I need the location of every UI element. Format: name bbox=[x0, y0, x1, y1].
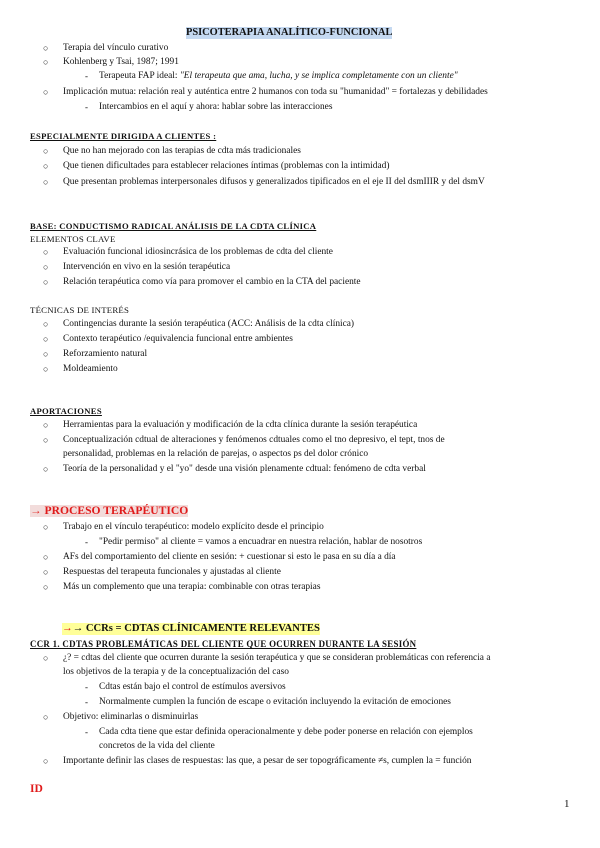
elementos-item: Relación terapéutica como vía para promover el cambio en la CTA del paciente bbox=[63, 277, 361, 287]
circle-bullet-icon: ○ bbox=[43, 582, 49, 592]
especialmente-item: Que no han mejorado con las terapias de cdta más tradicionales bbox=[63, 146, 301, 156]
page-title: PSICOTERAPIA ANALÍTICO-FUNCIONAL bbox=[186, 27, 393, 38]
dash-bullet-icon: - bbox=[85, 537, 88, 547]
intro-item-2-sub bbox=[99, 70, 458, 82]
ccrs-heading bbox=[62, 623, 320, 635]
ccr1-objetivo-sub-line-1: Cada cdta tiene que estar definida operacionalmente y debe poder ponerse en relación con ejemplos bbox=[99, 727, 473, 737]
circle-bullet-icon: ○ bbox=[43, 161, 49, 171]
elementos-label: ELEMENTOS CLAVE bbox=[30, 234, 116, 244]
proceso-heading-text: → PROCESO TERAPÉUTICO bbox=[30, 504, 189, 517]
aportaciones-item-3: Teoría de la personalidad y el "yo" desde una visión plenamente cdtual: fenómeno de cdta verbal bbox=[63, 464, 426, 474]
circle-bullet-icon: ○ bbox=[43, 247, 49, 257]
dash-bullet-icon: - bbox=[85, 682, 88, 692]
ccr1-question-sub-2: Normalmente cumplen la función de escape o evitación incluyendo la evitación de emociones bbox=[99, 697, 451, 707]
fap-quote: "El terapeuta que ama, lucha, y se implica completamente con un cliente" bbox=[179, 71, 458, 81]
especialmente-heading: ESPECIALMENTE DIRIGIDA A CLIENTES : bbox=[30, 131, 217, 141]
tecnicas-item: Moldeamiento bbox=[63, 364, 118, 374]
aportaciones-heading: APORTACIONES bbox=[30, 406, 102, 416]
proceso-item-4: Más un complemento que una terapia: combinable con otras terapias bbox=[63, 582, 321, 592]
aportaciones-item-1: Herramientas para la evaluación y modificación de la cdta clínica durante la sesión terapéutica bbox=[63, 420, 418, 430]
ccrs-arrow: → bbox=[62, 623, 73, 634]
circle-bullet-icon: ○ bbox=[43, 567, 49, 577]
intro-item-3-sub: Intercambios en el aquí y ahora: hablar sobre las interacciones bbox=[99, 102, 333, 112]
proceso-heading bbox=[30, 505, 188, 517]
tecnicas-item: Contexto terapéutico /equivalencia funcional entre ambientes bbox=[63, 334, 293, 344]
ccrs-heading-text: → CCRs = CDTAS CLÍNICAMENTE RELEVANTES bbox=[72, 623, 320, 634]
fap-label: Terapeuta FAP ideal: bbox=[99, 71, 180, 81]
tecnicas-item: Contingencias durante la sesión terapéutica (ACC: Análisis de la cdta clínica) bbox=[63, 319, 355, 329]
tecnicas-item: Reforzamiento natural bbox=[63, 349, 148, 359]
circle-bullet-icon: ○ bbox=[43, 653, 49, 663]
intro-item-3: Implicación mutua: relación real y auténtica entre 2 humanos con toda su "humanidad" = fortalezas y debilidades bbox=[63, 87, 488, 97]
circle-bullet-icon: ○ bbox=[43, 43, 49, 53]
circle-bullet-icon: ○ bbox=[43, 146, 49, 156]
dash-bullet-icon: - bbox=[85, 697, 88, 707]
proceso-item-2: AFs del comportamiento del cliente en sesión: + cuestionar si esto le pasa en su día a día bbox=[63, 552, 396, 562]
circle-bullet-icon: ○ bbox=[43, 435, 49, 445]
intro-item-2: Kohlenberg y Tsai, 1987; 1991 bbox=[63, 57, 179, 67]
elementos-item: Evaluación funcional idiosincrásica de los problemas de cdta del cliente bbox=[63, 247, 333, 257]
circle-bullet-icon: ○ bbox=[43, 464, 49, 474]
circle-bullet-icon: ○ bbox=[43, 756, 49, 766]
proceso-item-3: Respuestas del terapeuta funcionales y ajustadas al cliente bbox=[63, 567, 281, 577]
proceso-item-1-sub: "Pedir permiso" al cliente = vamos a encuadrar en nuestra relación, hablar de nosotros bbox=[99, 537, 423, 547]
aportaciones-item-2-line-2: personalidad, problemas en la relación de parejas, o aspectos ps del dolor crónico bbox=[63, 449, 369, 459]
circle-bullet-icon: ○ bbox=[43, 364, 49, 374]
circle-bullet-icon: ○ bbox=[43, 712, 49, 722]
proceso-item-1: Trabajo en el vínculo terapéutico: modelo explícito desde el principio bbox=[63, 522, 324, 532]
page-number: 1 bbox=[564, 798, 570, 810]
dash-bullet-icon: - bbox=[85, 71, 88, 81]
dash-bullet-icon: - bbox=[85, 102, 88, 112]
ccr1-question-line-1: ¿? = cdtas del cliente que ocurren durante la sesión terapéutica y que se consideran problemáticas con referencia a bbox=[63, 653, 491, 663]
aportaciones-item-2-line-1: Conceptualización cdtual de alteraciones y fenómenos cdtuales como el tno depresivo, el tept, tnos de bbox=[63, 435, 445, 445]
ccr1-objetivo-sub-line-2: concretos de la vida del cliente bbox=[99, 741, 215, 751]
dash-bullet-icon: - bbox=[85, 727, 88, 737]
base-heading: BASE: CONDUCTISMO RADICAL ANÁLISIS DE LA CDTA CLÍNICA bbox=[30, 221, 317, 231]
circle-bullet-icon: ○ bbox=[43, 177, 49, 187]
id-label: ID bbox=[30, 782, 43, 795]
ccr1-objetivo: Objetivo: eliminarlas o disminuirlas bbox=[63, 712, 199, 722]
especialmente-item: Que presentan problemas interpersonales difusos y generalizados tipificados en el eje II del dsmIIIR y del dsmV bbox=[63, 177, 485, 187]
circle-bullet-icon: ○ bbox=[43, 277, 49, 287]
circle-bullet-icon: ○ bbox=[43, 334, 49, 344]
ccr1-heading: CCR 1. CDTAS PROBLEMÁTICAS DEL CLIENTE QUE OCURREN DURANTE LA SESIÓN bbox=[30, 639, 417, 649]
ccr1-question-sub-1: Cdtas están bajo el control de estímulos aversivos bbox=[99, 682, 286, 692]
circle-bullet-icon: ○ bbox=[43, 420, 49, 430]
circle-bullet-icon: ○ bbox=[43, 319, 49, 329]
intro-item-1: Terapia del vínculo curativo bbox=[63, 43, 169, 53]
circle-bullet-icon: ○ bbox=[43, 349, 49, 359]
ccr1-importante: Importante definir las clases de respuestas: las que, a pesar de ser topográficamente ≠s, cumplen la = función bbox=[63, 756, 472, 766]
circle-bullet-icon: ○ bbox=[43, 87, 49, 97]
circle-bullet-icon: ○ bbox=[43, 262, 49, 272]
circle-bullet-icon: ○ bbox=[43, 57, 49, 67]
ccr1-question-line-2: los objetivos de la terapia y de la conceptualización del caso bbox=[63, 667, 289, 677]
elementos-item: Intervención en vivo en la sesión terapéutica bbox=[63, 262, 231, 272]
circle-bullet-icon: ○ bbox=[43, 522, 49, 532]
tecnicas-label: TÉCNICAS DE INTERÉS bbox=[30, 305, 130, 315]
circle-bullet-icon: ○ bbox=[43, 552, 49, 562]
especialmente-item: Que tienen dificultades para establecer relaciones íntimas (problemas con la intimidad) bbox=[63, 161, 390, 171]
